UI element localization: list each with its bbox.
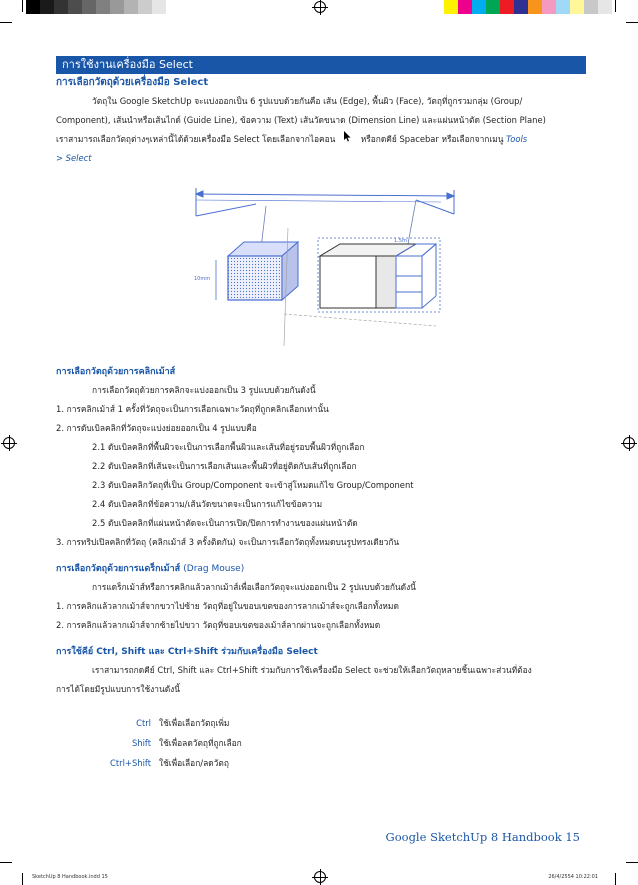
key-row: [56, 753, 586, 773]
crop-mark: [0, 22, 12, 23]
color-swatch: [584, 0, 598, 14]
list-item: 2. การคลิกแล้วลากเม้าส์จากซ้ายไปขวา วัตถุที่ขอบเขตของเม้าส์ลากผ่านจะถูกเลือกทั้งหมด: [56, 620, 381, 630]
registration-mark-bottom: [314, 871, 326, 883]
color-swatch: [500, 0, 514, 14]
color-swatch: [570, 0, 584, 14]
color-swatch: [472, 0, 486, 14]
registration-mark-top: [314, 1, 326, 13]
list-item: 1. การคลิกเม้าส์ 1 ครั้งที่วัตถุจะเป็นการเลือกเฉพาะวัตถุที่ถูกคลิกเลือกเท่านั้น: [56, 404, 329, 414]
list-item: 2.5 ดับเบิลคลิกที่แผ่นหน้าตัดจะเป็นการเปิด/ปิดการทำงานของแผ่นหน้าตัด: [92, 518, 358, 528]
color-swatch: [514, 0, 528, 14]
dimension-label: 1.5m: [394, 238, 407, 244]
paragraph: การได้โดยมีรูปแบบการใช้งานดังนี้: [56, 684, 180, 694]
crop-mark: [22, 0, 23, 12]
color-swatch: [152, 0, 166, 14]
print-slug-date: 26/4/2554 10:22:01: [548, 874, 598, 880]
color-swatch: [68, 0, 82, 14]
footer-book-title: Google SketchUp 8 Handbook 15: [385, 830, 580, 844]
crop-mark: [626, 862, 638, 863]
page-content: [56, 56, 586, 773]
paragraph-text: หรือกดคีย์ Spacebar หรือเลือกจากเมนู: [360, 134, 504, 144]
print-slug-file: SketchUp 8 Handbook.indd 15: [32, 874, 108, 880]
color-swatch: [40, 0, 54, 14]
color-swatch: [96, 0, 110, 14]
dimension-label: 10mm: [194, 276, 211, 282]
list-item: 2.1 ดับเบิลคลิกที่พื้นผิวจะเป็นการเลือกพื้นผิวและเส้นที่อยู่รอบพื้นผิวที่ถูกเลือก: [92, 442, 365, 452]
crop-mark: [22, 873, 23, 885]
color-swatch: [138, 0, 152, 14]
chapter-banner: การใช้งานเครื่องมือ Select: [56, 56, 586, 74]
section-title-click: การเลือกวัตถุด้วยการคลิกเม้าส์: [56, 367, 176, 377]
color-swatch: [110, 0, 124, 14]
section-title-keys: การใช้คีย์ Ctrl, Shift และ Ctrl+Shift ร่วมกับเครื่องมือ Select: [56, 647, 318, 657]
section-title-english: (Drag Mouse): [183, 564, 245, 574]
section-title-select: การเลือกวัตถุด้วยเครื่องมือ Select: [56, 77, 209, 88]
component-box: [318, 238, 440, 312]
color-swatch: [82, 0, 96, 14]
paragraph: การเลือกวัตถุด้วยการคลิกจะแบ่งออกเป็น 3 รูปแบบด้วยกันดังนี้: [92, 385, 316, 395]
color-swatch: [54, 0, 68, 14]
menu-path-tools: Tools: [506, 134, 528, 144]
dimension-line: [196, 194, 454, 196]
list-item: 1. การคลิกแล้วลากเม้าส์จากขวาไปซ้าย วัตถุที่อยู่ในขอบเขตของการลากเม้าส์จะถูกเลือกทั้งหมด: [56, 601, 399, 611]
key-name: Ctrl: [136, 718, 151, 728]
key-row: [56, 733, 586, 753]
paragraph-text: เราสามารถเลือกวัตถุต่างๆเหล่านี้ได้ด้วยเครื่องมือ Select โดยเลือกจากไอคอน: [56, 134, 336, 144]
color-swatch: [458, 0, 472, 14]
color-swatch: [598, 0, 612, 14]
key-row: [56, 713, 586, 733]
list-item: 2.4 ดับเบิลคลิกที่ข้อความ/เส้นวัดขนาดจะเป็นการแก้ไขข้อความ: [92, 499, 323, 509]
crop-mark: [626, 22, 638, 23]
color-swatch: [444, 0, 458, 14]
color-swatch: [124, 0, 138, 14]
key-description: ใช้เพื่อเลือก/ลดวัตถุ: [159, 758, 229, 768]
selection-illustration: [56, 176, 586, 351]
list-item: 2.2 ดับเบิลคลิกที่เส้นจะเป็นการเลือกเส้นและพื้นผิวที่อยู่ติดกับเส้นที่ถูกเลือก: [92, 461, 357, 471]
registration-mark-right: [623, 437, 635, 449]
color-swatch: [166, 0, 180, 14]
color-swatch: [542, 0, 556, 14]
key-name: Shift: [131, 738, 151, 748]
list-item: 3. การทริปเปิลคลิกที่วัตถุ (คลิกเม้าส์ 3 ครั้งติดกัน) จะเป็นการเลือกวัตถุทั้งหมดบนรูปทรงเดียวกัน: [56, 537, 400, 547]
key-description: ใช้เพื่อเลือกวัตถุเพิ่ม: [159, 718, 230, 728]
list-item: 2. การดับเบิลคลิกที่วัตถุจะแบ่งย่อยออกเป็น 4 รูปแบบคือ: [56, 423, 257, 433]
color-swatch: [486, 0, 500, 14]
selected-box: [194, 242, 298, 300]
crop-mark: [615, 873, 616, 885]
paragraph: [56, 130, 586, 149]
color-swatch: [26, 0, 40, 14]
menu-path-select: > Select: [56, 153, 92, 163]
registration-mark-left: [3, 437, 15, 449]
key-name: Ctrl+Shift: [110, 758, 151, 768]
color-swatch: [556, 0, 570, 14]
paragraph: เราสามารถกดคีย์ Ctrl, Shift และ Ctrl+Shift ร่วมกับการใช้เครื่องมือ Select จะช่วยให้เลือกวัตถุหลายชิ้นเฉพาะส่วนที่ต้อง: [92, 665, 532, 675]
color-swatch: [528, 0, 542, 14]
cursor-arrow-icon: [344, 130, 352, 149]
key-description: ใช้เพื่อลดวัตถุที่ถูกเลือก: [159, 738, 242, 748]
paragraph: Component), เส้นนำหรือเส้นไกด์ (Guide Line), ข้อความ (Text) เส้นวัดขนาด (Dimension Line) และแผ่นหน้าตัด (Section Plane): [56, 115, 546, 125]
color-bar-right: [444, 0, 612, 14]
section-title-drag: [56, 560, 586, 578]
color-bar-left: [26, 0, 180, 14]
crop-mark: [0, 862, 12, 863]
paragraph: วัตถุใน Google SketchUp จะแบ่งออกเป็น 6 รูปแบบด้วยกันคือ เส้น (Edge), พื้นผิว (Face), วัตถุที่ถูกรวมกลุ่ม (Group/: [92, 96, 523, 106]
figure-selection-example: [56, 176, 586, 351]
section-title-text: การเลือกวัตถุด้วยการแดร็กเม้าส์: [56, 564, 181, 574]
list-item: 2.3 ดับเบิลคลิกวัตถุที่เป็น Group/Component จะเข้าสู่โหมดแก้ไข Group/Component: [92, 480, 414, 490]
paragraph: การแดร็กเม้าส์หรือการคลิกแล้วลากเม้าส์เพื่อเลือกวัตถุจะแบ่งออกเป็น 2 รูปแบบด้วยกันดังนี้: [92, 582, 416, 592]
modifier-key-table: [56, 713, 586, 773]
crop-mark: [615, 0, 616, 12]
paragraph: [56, 149, 586, 168]
